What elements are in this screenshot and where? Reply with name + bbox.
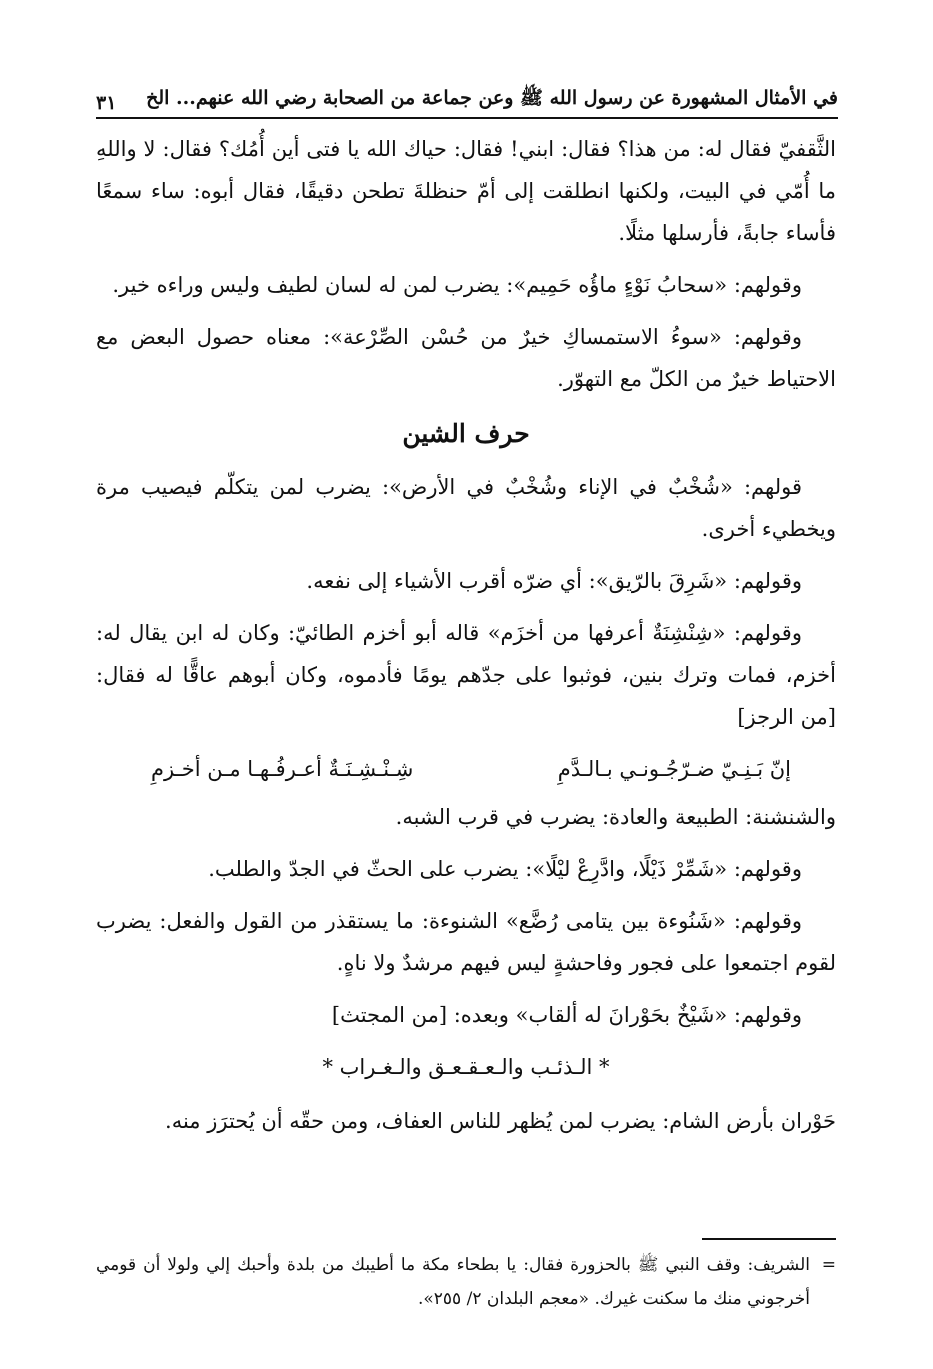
paragraph: الثَّقفيّ فقال له: من هذا؟ فقال: ابني! فقال: حياك الله يا فتى أين أُمُك؟ فقال: لا واللهِ ما أُمّي في البيت، ولكنها انطلقت إلى أمّ حنظلةَ تطحن دقيقًا، فقال أبوه: ساء سمعًا فأساء جابةً، فأرسلها مثلًا. [96,137,836,245]
footnote-rule [702,1238,836,1240]
page-number: ٣١ [96,92,117,114]
running-title: في الأمثال المشهورة عن رسول الله ﷺ وعن جماعة من الصحابة رضي الله عنهم... الخ [146,87,838,109]
paragraph: وقولهم: «شَنُوءة بين يتامى رُضَّع» الشنوءة: ما يستقذر من القول والفعل: يضرب لقوم اجتمعوا على فجور وفاحشةٍ ليس فيهم مرشدٌ ولا ناهٍ. [96,909,836,975]
footnote [96,1248,836,1316]
body-text [96,128,836,1152]
verse-second-hemistich: شِـنْـشِـنَـةٌ أعـرفُـهـا مـن أخـزمِ [151,757,414,781]
paragraph: وقولهم: «شَرِقَ بالرّيق»: أي ضرّه أقرب الأشياء إلى نفعه. [306,569,802,593]
paragraph: وقولهم: «سوءُ الاستمساكِ خيرٌ من حُسْن الصِّرْعة»: معناه حصول البعض مع الاحتياط خيرٌ من الكلّ مع التهوّر. [96,325,836,391]
paragraph: قولهم: «شُخْبٌ في الإناء وشُخْبٌ في الأرض»: يضرب لمن يتكلّم فيصيب مرة ويخطيء أخرى. [96,475,836,541]
poem-line: * الـذئـب والـعـقـعـق والـغـراب * [322,1055,610,1079]
paragraph: وقولهم: «شَمِّرْ ذَيْلًا، وادَّرِعْ ليْلًا»: يضرب على الحثّ في الجدّ والطلب. [208,857,802,881]
section-title: حرف الشين [402,419,530,448]
verse-first-hemistich: إنّ بَـنِـيّ ضـرّجُـونـي بـالـدَّمِ [557,757,791,781]
footnote-marker: = [821,1255,836,1275]
paragraph: وقولهم: «شِنْشِنَةٌ أعرفها من أخزَم» قاله أبو أخزم الطائيّ: وكان له ابن يقال له: أخزم، فمات وترك بنين، فوثبوا على جدّهم يومًا فأدموه، وكان أبوهم عاقًّا له فقال: [من الرجز] [96,621,836,729]
running-header [96,80,838,114]
paragraph: والشنشنة: الطبيعة والعادة: يضرب في قرب الشبه. [395,805,836,829]
header-rule [96,117,838,119]
paragraph: حَوْران بأرض الشام: يضرب لمن يُظهر للناس العفاف، ومن حقّه أن يُحترَز منه. [165,1109,836,1133]
poem-verse [96,748,836,790]
footnote-text: الشريف: وقف النبي ﷺ بالحزورة فقال: يا بطحاء مكة ما أطيبك من بلدة وأحبك إلي ولولا أن قومي أخرجوني منك ما سكنت غيرك. «معجم البلدان ٢/ ٢٥٥». [96,1255,810,1309]
paragraph: وقولهم: «شَيْخٌ بحَوْرانَ له ألقاب» وبعده: [من المجتث] [331,1003,802,1027]
paragraph: وقولهم: «سحابُ نَوْءٍ ماؤُه حَمِيم»: يضرب لمن له لسان لطيف وليس وراءه خير. [112,273,802,297]
